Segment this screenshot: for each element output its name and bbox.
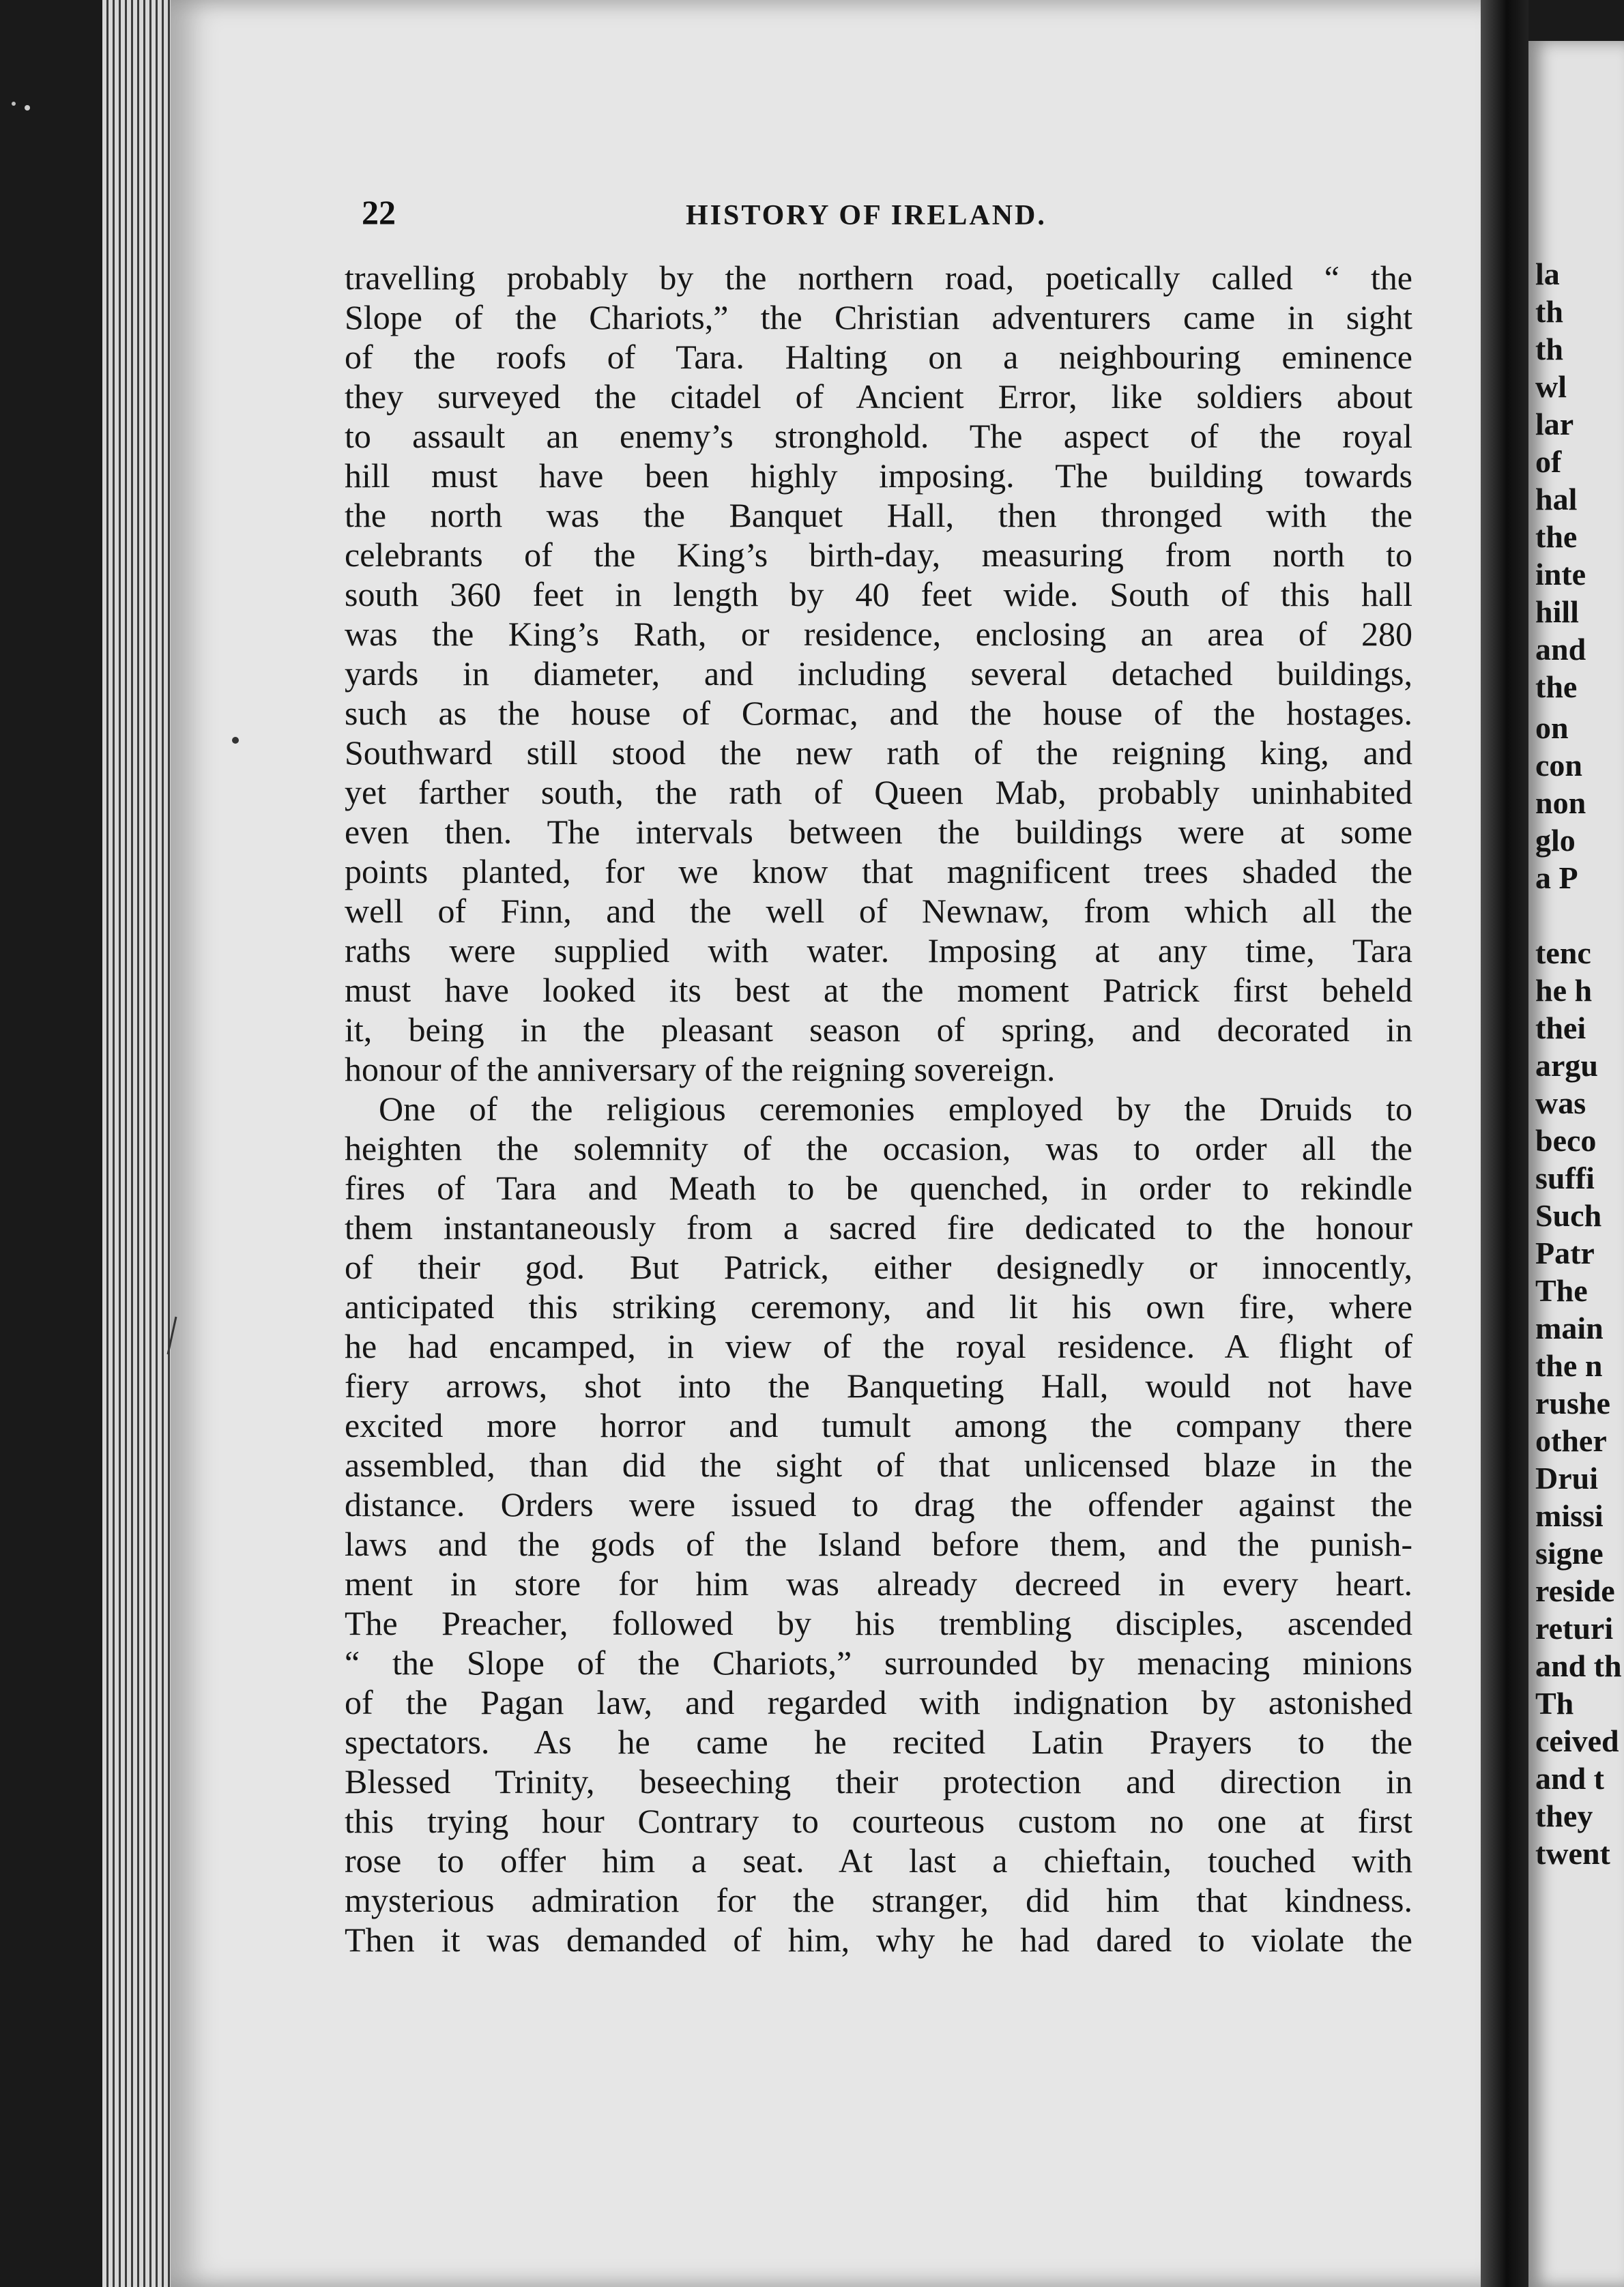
text-line: fiery arrows, shot into the Banqueting Hall, would not have <box>345 1367 1412 1405</box>
text-line: rose to offer him a seat. At last a chieftain, touched with <box>345 1841 1412 1880</box>
text-line: ment in store for him was already decreed in every heart. <box>345 1564 1412 1603</box>
facing-page-fragment: and <box>1535 632 1586 667</box>
facing-page-fragment: argu <box>1535 1048 1598 1083</box>
facing-page-fragment: ceived <box>1535 1723 1619 1758</box>
text-line: assembled, than did the sight of that unlicensed blaze in the <box>345 1446 1412 1484</box>
text-line: of their god. But Patrick, either designedly or innocently, <box>345 1248 1412 1286</box>
facing-page-fragment: hal <box>1535 482 1578 516</box>
text-line: The Preacher, followed by his trembling disciples, ascended <box>345 1604 1412 1642</box>
facing-page-fragment: inte <box>1535 557 1586 592</box>
text-line: such as the house of Cormac, and the house of the hostages. <box>345 694 1412 732</box>
text-line: of the Pagan law, and regarded with indignation by astonished <box>345 1683 1412 1721</box>
text-line: south 360 feet in length by 40 feet wide. South of this hall <box>345 575 1412 613</box>
facing-page-fragment: was <box>1535 1086 1586 1120</box>
facing-page-fragment: Drui <box>1535 1461 1598 1496</box>
facing-page-fragment: they <box>1535 1798 1593 1833</box>
running-head: HISTORY OF IRELAND. <box>686 200 1047 231</box>
facing-page-fragment: wl <box>1535 369 1567 404</box>
facing-page-fragment: signe <box>1535 1536 1604 1571</box>
facing-page-fragment: Patr <box>1535 1236 1595 1270</box>
facing-page-fragment: thei <box>1535 1010 1586 1045</box>
facing-page-fragment: lar <box>1535 407 1574 441</box>
text-line: he had encamped, in view of the royal residence. A flight of <box>345 1327 1412 1365</box>
text-line: celebrants of the King’s birth-day, measuring from north to <box>345 536 1412 574</box>
text-line: they surveyed the citadel of Ancient Error, like soldiers about <box>345 377 1412 416</box>
facing-page-fragment: la <box>1535 257 1560 291</box>
facing-page-fragment: and t <box>1535 1761 1604 1796</box>
facing-page-fragment: hill <box>1535 594 1579 629</box>
text-line: it, being in the pleasant season of spring, and decorated in <box>345 1010 1412 1049</box>
facing-page-fragment: twent <box>1535 1836 1610 1871</box>
text-line: yet farther south, the rath of Queen Mab, probably uninhabited <box>345 773 1412 811</box>
facing-page-fragment: non <box>1535 785 1586 820</box>
facing-page-fragment: a P <box>1535 860 1578 895</box>
facing-page-fragment: of <box>1535 444 1562 479</box>
speck <box>168 1317 176 1354</box>
facing-page-fragment: con <box>1535 748 1582 783</box>
facing-page-fragment: Such <box>1535 1198 1602 1233</box>
facing-page-fragment: rushe <box>1535 1386 1610 1421</box>
facing-page-fragment: glo <box>1535 823 1576 858</box>
facing-page-fragment: suffi <box>1535 1161 1595 1195</box>
text-line: raths were supplied with water. Imposing at any time, Tara <box>345 931 1412 970</box>
facing-page-fragment: returi <box>1535 1611 1614 1646</box>
facing-page-fragment: tenc <box>1535 935 1591 970</box>
text-line: mysterious admiration for the stranger, did him that kindness. <box>345 1881 1412 1919</box>
facing-page-fragment: Th <box>1535 1686 1574 1721</box>
page-number: 22 <box>362 193 396 231</box>
text-line: heighten the solemnity of the occasion, was to order all the <box>345 1129 1412 1167</box>
text-line: hill must have been highly imposing. The building towards <box>345 456 1412 495</box>
facing-page-fragment: beco <box>1535 1123 1597 1158</box>
facing-page-fragment: main <box>1535 1311 1604 1345</box>
text-line: was the King’s Rath, or residence, enclosing an area of 280 <box>345 615 1412 653</box>
text-line: even then. The intervals between the buildings were at some <box>345 813 1412 851</box>
facing-page-fragment: and th <box>1535 1648 1622 1683</box>
text-line: Slope of the Chariots,” the Christian adventurers came in sight <box>345 298 1412 336</box>
facing-page-fragment: the <box>1535 519 1578 554</box>
text-line: fires of Tara and Meath to be quenched, in order to rekindle <box>345 1169 1412 1207</box>
text-line: Southward still stood the new rath of the reigning king, and <box>345 733 1412 772</box>
facing-page-fragment: th <box>1535 332 1563 366</box>
text-line: the north was the Banquet Hall, then thronged with the <box>345 496 1412 534</box>
speck <box>232 737 239 744</box>
facing-page-fragment: the n <box>1535 1348 1603 1383</box>
text-line: spectators. As he came he recited Latin Prayers to the <box>345 1723 1412 1761</box>
facing-page-fragment: missi <box>1535 1498 1604 1533</box>
text-line: “ the Slope of the Chariots,” surrounded by menacing minions <box>345 1644 1412 1682</box>
text-line: points planted, for we know that magnificent trees shaded the <box>345 852 1412 890</box>
facing-page-fragment: the <box>1535 669 1578 704</box>
text-line: distance. Orders were issued to drag the offender against the <box>345 1485 1412 1524</box>
speck <box>12 102 16 106</box>
text-line: well of Finn, and the well of Newnaw, from which all the <box>345 892 1412 930</box>
text-line: travelling probably by the northern road, poetically called “ the <box>345 259 1412 297</box>
speck <box>25 105 30 111</box>
text-line: yards in diameter, and including several detached buildings, <box>345 654 1412 693</box>
text-line: them instantaneously from a sacred fire dedicated to the honour <box>345 1208 1412 1247</box>
text-line: honour of the anniversary of the reigning sovereign. <box>345 1050 1056 1088</box>
facing-page-fragment: The <box>1535 1273 1588 1308</box>
text-line: to assault an enemy’s stronghold. The aspect of the royal <box>345 417 1412 455</box>
text-line: of the roofs of Tara. Halting on a neighbouring eminence <box>345 338 1412 376</box>
text-line: Then it was demanded of him, why he had dared to violate the <box>345 1921 1412 1959</box>
facing-page-fragment: on <box>1535 710 1569 745</box>
facing-page-fragment: th <box>1535 294 1563 329</box>
facing-page-fragment: he h <box>1535 973 1593 1008</box>
text-line: One of the religious ceremonies employed by the Druids to <box>379 1090 1412 1128</box>
text-line: Blessed Trinity, beseeching their protection and direction in <box>345 1762 1412 1801</box>
text-line: must have looked its best at the moment Patrick first beheld <box>345 971 1412 1009</box>
facing-page-fragment: reside <box>1535 1573 1615 1608</box>
text-line: excited more horror and tumult among the company there <box>345 1406 1412 1444</box>
facing-page-fragment: other <box>1535 1423 1607 1458</box>
text-line: laws and the gods of the Island before them, and the punish- <box>345 1525 1412 1563</box>
text-line: this trying hour Contrary to courteous custom no one at first <box>345 1802 1412 1840</box>
text-line: anticipated this striking ceremony, and lit his own fire, where <box>345 1287 1412 1326</box>
